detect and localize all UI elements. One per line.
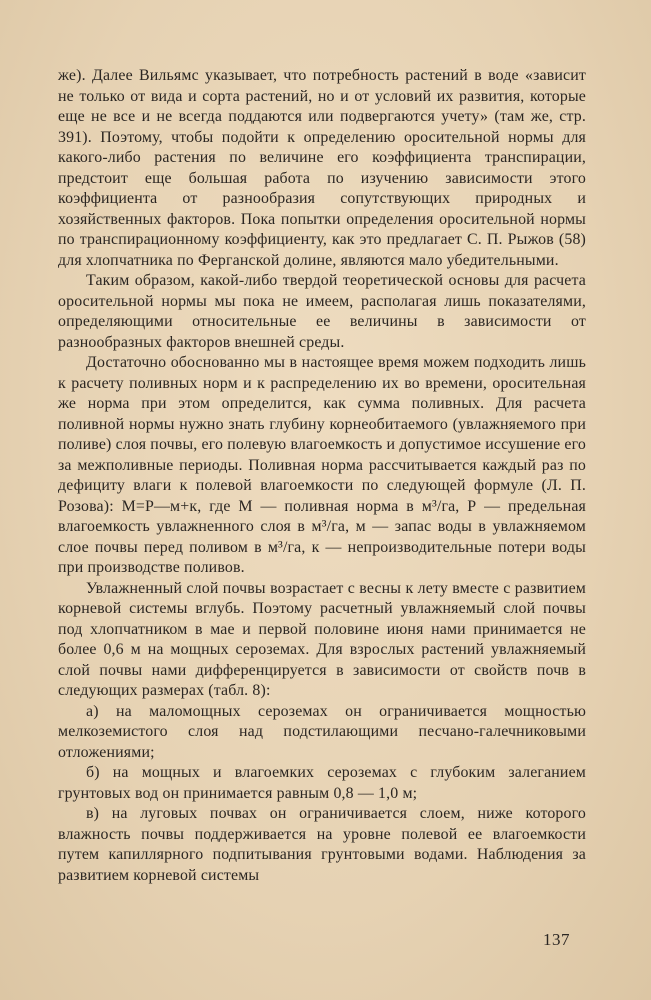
paragraph-2: Таким образом, какой-либо твердой теоретической основы для расчета оросительной нормы мы пока не имеем, располагая лишь показателями, определяющими относительные ее величины в зависимости от разнообразных факторов внешней среды. [58, 272, 586, 351]
paragraph-4: Увлажненный слой почвы возрастает с весны к лету вместе с развитием корневой системы вглубь. Поэтому расчетный увлажняемый слой почвы под хлопчатником в мае и первой половине июня нами принимается не более 0,6 м на мощных сероземах. Для взрослых растений увлажняемый слой почвы нами дифференцируется в зависимости от свойств почв в следующих размерах (табл. 8): [58, 579, 586, 699]
paragraph-1: же). Далее Вильямс указывает, что потребность растений в воде «зависит не только от вида и сорта растений, но и от условий их развития, которые еще не все и не всегда поддаются или подвергаются учету» (там же, стр. 391). Поэтому, чтобы подойти к определению оросительной нормы для какого-либо растения по величине его коэффициента транспирации, предстоит еще большая работа по изучению зависимости этого коэффициента от разнообразия сопутствующих природных и хозяйственных факторов. Пока попытки определения оросительной нормы по транспирационному коэффициенту, как это предлагает С. П. Рыжов (58) для хлопчатника по Ферганской долине, являются мало убедительными. [58, 67, 586, 269]
page-number: 137 [543, 930, 570, 949]
list-item-a: а) на маломощных сероземах он ограничивается мощностью мелкоземистого слоя над подстилающими песчано-галечниковыми отложениями; [58, 702, 586, 761]
body-text [58, 66, 586, 886]
list-item-c: в) на луговых почвах он ограничивается слоем, ниже которого влажность почвы поддерживается на уровне полевой ее влагоемкости путем капиллярного подпитывания грунтовыми водами. Наблюдения за развитием корневой системы [58, 805, 586, 884]
paragraph-3: Достаточно обоснованно мы в настоящее время можем подходить лишь к расчету поливных норм и к распределению их во времени, оросительная же норма при этом определится, как сумма поливных. Для расчета поливной нормы нужно знать глубину корнеобитаемого (увлажняемого при поливе) слоя почвы, его полевую влагоемкость и допустимое иссушение его за межполивные периоды. Поливная норма рассчитывается каждый раз по дефициту влаги к полевой влагоемкости по следующей формуле (Л. П. Розова): М=Р—м+к, где М — поливная норма в м³/га, Р — предельная влагоемкость увлажненного слоя в м³/га, м — запас воды в увлажняемом слое почвы перед поливом в м³/га, к — непроизводительные потери воды при производстве поливов. [58, 354, 586, 576]
list-item-b: б) на мощных и влагоемких сероземах с глубоким залеганием грунтовых вод он принимается равным 0,8 — 1,0 м; [58, 764, 586, 802]
